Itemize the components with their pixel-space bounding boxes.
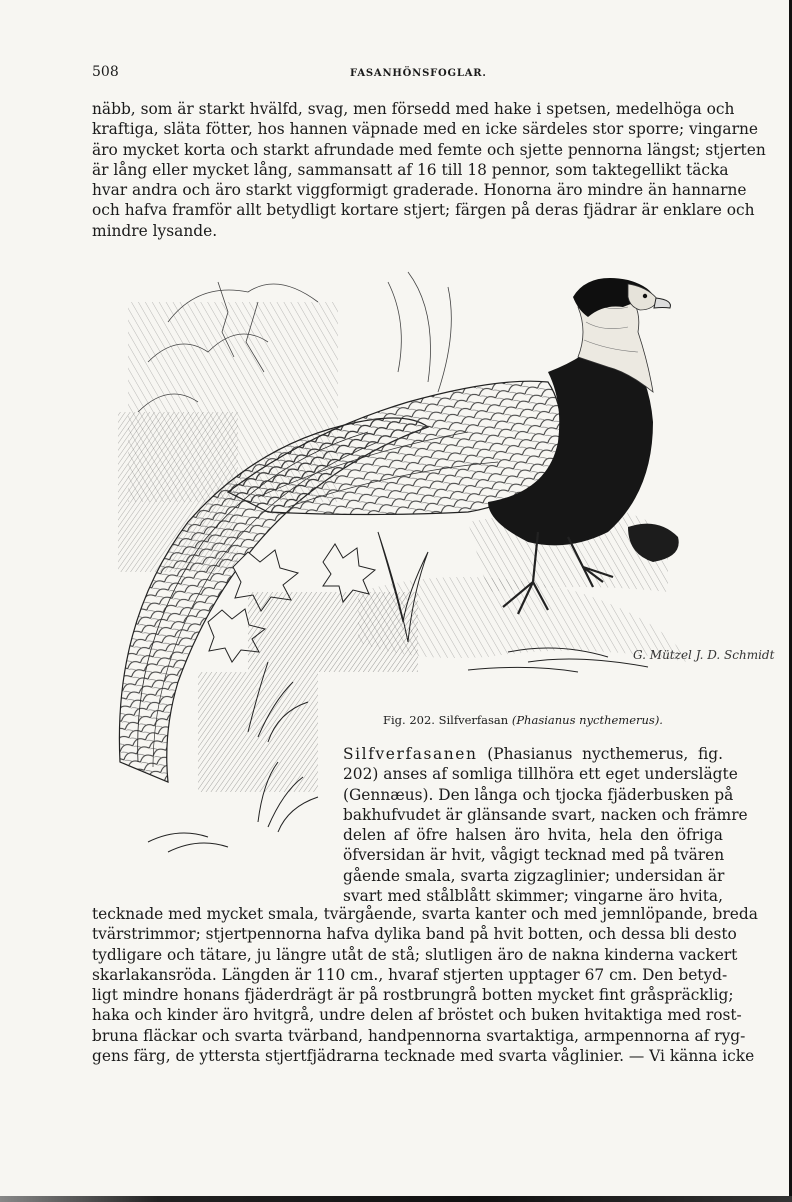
text-line: 202) anses af somliga tillhöra ett eget underslägte <box>343 765 738 784</box>
text-line: bruna fläckar och svarta tvärband, handpennorna svartaktiga, armpennorna af ryg- <box>92 1026 746 1045</box>
text-line: bakhufvudet är glänsande svart, nacken och främre <box>343 805 748 824</box>
paragraph-intro <box>92 99 766 241</box>
text-line: tydligare och tätare, ju längre utåt de stå; slutligen äro de nakna kinderna vackert <box>92 945 738 964</box>
text-line: kraftiga, släta fötter, hos hannen väpnade med en icke särdeles stor sporre; vingarne <box>92 120 758 139</box>
paragraph-description <box>92 904 758 1066</box>
text-line: skarlakansröda. Längden är 110 cm., hvaraf stjerten upptager 67 cm. Den betyd- <box>92 965 728 984</box>
text-line: ligt mindre honans fjäderdrägt är på rostbrungrå botten mycket fint gråspräcklig; <box>92 986 734 1005</box>
text-line: hvar andra och äro starkt viggformigt graderade. Honorna äro mindre än hannarne <box>92 181 747 200</box>
page-number: 508 <box>92 64 119 80</box>
text-line <box>343 744 723 764</box>
figure-caption <box>383 713 663 727</box>
artist-signature: G. Mützel J. D. Schmidt <box>633 648 775 662</box>
text-line: tvärstrimmor; stjertpennorna hafva dylika band på hvit botten, och dessa bli desto <box>92 925 737 944</box>
text-line: gående smala, svarta zigzaglinier; undersidan är <box>343 866 725 885</box>
caption-latin-name: (Phasianus nycthemerus). <box>511 713 663 727</box>
text-line: delen af öfre halsen äro hvita, hela den öfriga <box>343 826 723 845</box>
text-line: tecknade med mycket smala, tvärgående, svarta kanter och med jemnlöpande, breda <box>92 905 758 923</box>
scan-edge <box>0 1196 792 1202</box>
text-line: öfversidan är hvit, vågigt tecknad med på tvären <box>343 846 725 865</box>
running-title: FASANHÖNSFOGLAR. <box>350 68 487 79</box>
figure-label: Fig. 202. <box>383 713 435 727</box>
text-line: och hafva framför allt betydligt kortare stjert; färgen på deras fjädrar är enklare och <box>92 201 755 220</box>
text-line: (Gennæus). Den långa och tjocka fjäderbusken på <box>343 785 734 804</box>
text-line: gens färg, de yttersta stjertfjädrarna tecknade med svarta våglinier. — Vi känna icke <box>92 1047 755 1066</box>
caption-common-name: Silfverfasan <box>438 713 509 727</box>
text-line: näbb, som är starkt hvälfd, svag, men försedd med hake i spetsen, medelhöga och <box>92 100 735 118</box>
text-line: är lång eller mycket lång, sammansatt af 16 till 18 pennor, som taktegellikt täcka <box>92 160 729 179</box>
text-line: äro mycket korta och starkt afrundade med femte och sjette pennorna längst; stjerten <box>92 140 766 159</box>
text-line: svart med stålblått skimmer; vingarne äro hvita, <box>343 887 723 906</box>
lead-term: Silfverfasanen <box>343 745 478 763</box>
text-span: (Phasianus nycthemerus, fig. <box>487 745 723 763</box>
text-line: mindre lysande. <box>92 221 218 240</box>
text-line: haka och kinder äro hvitgrå, undre delen af bröstet och buken hvitaktiga med rost- <box>92 1006 742 1025</box>
paragraph-silver-pheasant <box>343 744 748 906</box>
